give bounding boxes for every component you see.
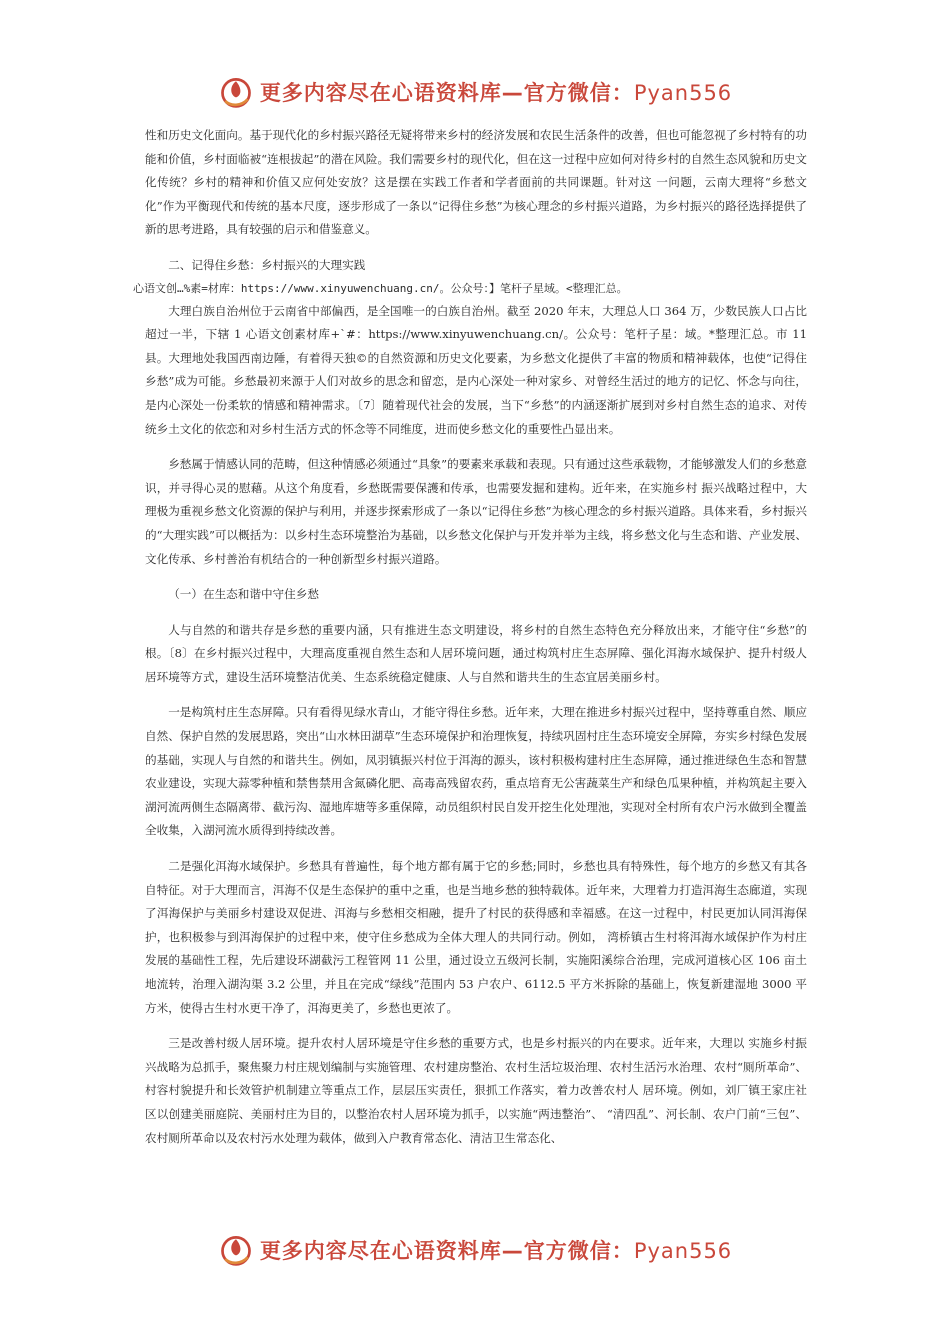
paragraph: 乡愁属于情感认同的范畴，但这种情感必须通过“具象”的要素来承载和表现。只有通过这些承载物，才能够激发人们的乡愁意识，并寻得心灵的慰藉。从这个角度看，乡愁既需要保護和传承，也需要发掘和建构。近年来，在实施乡村 振兴战略过程中，大理极为重视乡愁文化资源的保护与利用，并逐步探索形成了一条以“记得住乡愁”为核心理念的乡村振兴道路。具体来看，乡村振兴的“大理实践”可以概括为：以乡村生态环境整治为基础，以乡愁文化保护与开发并举为主线，将乡愁文化与生态和谐、产业发展、文化传承、乡村善治有机结合的一种创新型乡村振兴道路。	[145, 457, 807, 566]
wechat-id: Pyan556	[633, 81, 733, 105]
banner-slogan: 更多内容尽在心语资料库—官方微信：Pyan556	[259, 81, 733, 105]
paragraph: 性和历史文化面向。基于现代化的乡村振兴路径无疑将带来乡村的经济发展和农民生活条件的改善，但也可能忽视了乡村特有的功能和价值，乡村面临被“连根拔起”的潜在风险。我们需要乡村的现代化，但在这一过程中应如何对待乡村的自然生态风貌和历史文化传统？乡村的精神和价值又应何处安放？这是摆在实践工作者和学者面前的共同课题。针对这 一问题，云南大理将“乡愁文化”作为平衡现代和传统的基本尺度，逐步形成了一条以“记得住乡愁”为核心理念的乡村振兴道路，为乡村振兴的路径选择提供了新的思考进路，具有较强的启示和借鉴意义。	[145, 128, 807, 237]
paragraph: 大理白族自治州位于云南省中部偏西，是全国唯一的白族自治州。截至 2020 年末，大理总人口 364 万，少数民族人口占比超过一半，下辖 1 心语文创素材库+`#：https://www.xinyuwenchuang.cn/。公众号：笔杆子星：域。*整理汇总。市 11 县。大理地处我国西南边陲，有着得天独©的自然资源和历史文化要素，为乡愁文化提供了丰富的物质和精神载体，也使“记得住乡愁”成为可能。乡愁最初来源于人们对故乡的思念和留恋，是内心深处一种对家乡、对曾经生活过的地方的记忆、怀念与向往，是内心深处一份柔软的情感和精神需求。〔7〕随着现代社会的发展，当下“乡愁”的内涵逐渐扩展到对乡村自然生态的追求、对传统乡土文化的依恋和对乡村生活方式的怀念等不同维度，进而使乡愁文化的重要性凸显出来。	[145, 303, 807, 436]
paragraph: 三是改善村级人居环境。提升农村人居环境是守住乡愁的重要方式，也是乡村振兴的内在要求。近年来，大理以 实施乡村振兴战略为总抓手，聚焦聚力村庄规划编制与实施管理、农村建房整治、农村生活垃圾治理、农村生活污水治理、农村“厕所革命”、村容村貌提升和长效管护机制建立等重点工作，层层压实责任，狠抓工作落实，着力改善农村人 居环境。例如，刘厂镇王家庄社区以创建美丽庭院、美丽村庄为目的，以整治农村人居环境为抓手，以实施“两违整治”、 “清四乱”、河长制、农户门前“三包”、农村厕所革命以及农村污水处理为载体，做到入户教育常态化、清洁卫生常态化、	[145, 1036, 807, 1145]
section-heading: 二、记得住乡愁：乡村振兴的大理实践	[168, 257, 366, 272]
header-banner	[0, 72, 950, 112]
subsection-heading: （一）在生态和谐中守住乡愁	[168, 587, 319, 602]
document-body	[133, 124, 807, 1150]
watermark-line: 心语文创…%素=材库：https://www.xinyuwenchuang.cn/。公众号：】笔杆子星域。<整理汇总。	[133, 281, 628, 295]
paragraph: 一是构筑村庄生态屏障。只有看得见绿水青山，才能守得住乡愁。近年来，大理在推进乡村振兴过程中，坚持尊重自然、顺应自然、保护自然的发展思路，突出“山水林田湖草”生态环境保护和治理恢复，持续巩固村庄生态环境安全屏障，夯实乡村绿色发展的基础，实现人与自然的和谐共生。例如，凤羽镇振兴村位于洱海的源头，该村积极构建村庄生态屏障，通过推进绿色生态和智慧农业建设，实现大蒜零种植和禁售禁用含氮磷化肥、高毒高残留农药，重点培育无公害蔬菜生产和绿色瓜果种植，并构筑起主要入湖河流两侧生态隔离带、截污沟、湿地库塘等多重保障，动员组织村民自发开挖生化处理池，实现对全村所有农户污水做到全覆盖全收集，入湖河流水质得到持续改善。	[145, 705, 807, 838]
footer-banner	[0, 1230, 950, 1270]
banner-slogan: 更多内容尽在心语资料库—官方微信：Pyan556	[259, 1239, 733, 1263]
paragraph: 人与自然的和谐共存是乡愁的重要内涵，只有推进生态文明建设，将乡村的自然生态特色充分释放出来，才能守住“乡愁”的根。〔8〕在乡村振兴过程中，大理高度重视自然生态和人居环境问题，通过构筑村庄生态屏障、强化洱海水域保护、提升村级人居环境等方式，建设生活环境整洁优美、生态系统稳定健康、人与自然和谐共生的生态宜居美丽乡村。	[145, 622, 807, 684]
paragraph: 二是强化洱海水域保护。乡愁具有普遍性，每个地方都有属于它的乡愁;同时，乡愁也具有特殊性，每个地方的乡愁又有其各自特征。对于大理而言，洱海不仅是生态保护的重中之重，也是当地乡愁的独特载体。近年来，大理着力打造洱海生态廊道，实现了洱海保护与美丽乡村建设双促进、洱海与乡愁相交相融，提升了村民的获得感和幸福感。在这一过程中，村民更加认同洱海保护，也积极参与到洱海保护的过程中来，使守住乡愁成为全体大理人的共同行动。例如， 湾桥镇古生村将洱海水域保护作为村庄发展的基础性工程，先后建设环湖截污工程管网 11 公里，通过设立五级河长制，实施阳溪综合治理，完成河道核心区 106 亩土地流转，治理入湖沟渠 3.2 公里，并且在完成“绿线”范围内 53 户农户、6112.5 平方米拆除的基础上，恢复新建湿地 3000 平方米，使得古生村水更干净了，洱海更美了，乡愁也更浓了。	[145, 859, 807, 1015]
wechat-id: Pyan556	[633, 1239, 733, 1263]
flame-swirl-logo-icon	[218, 1232, 254, 1268]
flame-swirl-logo-icon	[218, 74, 254, 110]
